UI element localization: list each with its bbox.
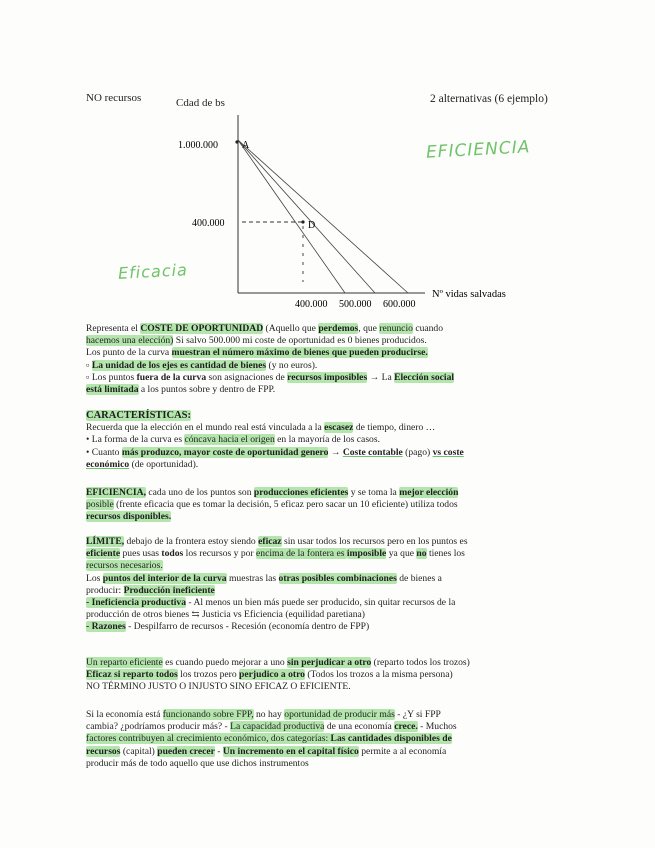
point-d-label: D	[308, 220, 316, 231]
point-a-marker	[235, 140, 238, 143]
paragraph-eficiencia: EFICIENCIA, cada uno de los puntos son producciones eficientes y se toma la mejor elección posible (frente eficacia que es tomar la decisión, 5 eficaz pero sacar un 10 eficiente) utiliza todos recursos disponibles.	[86, 487, 459, 523]
header-no-recursos: NO recursos	[86, 92, 142, 104]
header-cdad-de-bs: Cdad de bs	[176, 97, 225, 109]
x-tick-600000: 600.000	[383, 299, 416, 310]
paragraph-caracteristicas: CARACTERÍSTICAS: Recuerda que la elección en el mundo real está vinculada a la escasez de tiempo, dinero … • La forma de la curva es cóncava hacia el origen en la mayoría de los casos. • Cuanto más produzco, mayor coste de oportunidad genero → Coste contable (pago) vs coste económico (de oportunidad).	[86, 410, 464, 470]
handwritten-eficacia: Eficacia	[117, 260, 189, 283]
header-alternativas: 2 alternativas (6 ejemplo)	[430, 93, 548, 105]
ppf-line-3	[238, 140, 408, 293]
handwritten-eficiencia: EFICIENCIA	[425, 137, 531, 163]
paragraph-crecimiento: Si la economía está funcionando sobre FPP, no hay oportunidad de producir más - ¿Y si FPP cambia? ¿podríamos producir más? - La capacidad productiva de una economía crece. - Muchos factores contribuyen al crecimiento económico, dos categorías: Las cantidades disponibles de recursos (capital) pueden crecer - Un incremento en el capital físico permite a al economía producir más de todo aquello que use dichos instrumentos	[86, 709, 457, 769]
point-d-marker	[301, 220, 304, 223]
crossed-arrow-icon: ⇆	[191, 609, 202, 621]
y-tick-1000000: 1.000.000	[178, 140, 218, 151]
x-axis-label: Nº vidas salvadas	[432, 289, 506, 300]
paragraph-coste-oportunidad: Representa el COSTE DE OPORTUNIDAD (Aquello que perdemos, que renuncio cuando hacemos una elección) Si salvo 500.000 mi coste de oportunidad es 0 bienes producidos. Los punto de la curva muestran el número máximo de bienes que pueden producirse. ▫ La unidad de los ejes es cantidad de bienes (y no euros). ▫ Los puntos fuera de la curva son asignaciones de recursos imposibles → La Elección social está limitada a los puntos sobre y dentro de FPP.	[86, 323, 455, 396]
x-tick-500000: 500.000	[339, 299, 372, 310]
ppf-line-1	[238, 140, 345, 293]
ppf-line-2	[238, 140, 375, 293]
paragraph-reparto: Un reparto eficiente es cuando puedo mejorar a uno sin perjudicar a otro (reparto todos los trozos) Eficaz si reparto todos los trozos pero perjudico a otro (Todos los trozos a la misma persona) NO TÉRMINO JUSTO O INJUSTO SINO EFICAZ O EFICIENTE.	[86, 657, 470, 693]
point-a-label: A	[242, 140, 250, 151]
paragraph-limite: LÍMITE, debajo de la frontera estoy siendo eficaz sin usar todos los recursos pero en los puntos es eficiente pues usas todos los recursos y por encima de la fontera es imposible ya que no tienes los recursos necesarios. Los puntos del interior de la curva muestras las otras posibles combinaciones de bienes a producir: Producción ineficiente - Ineficiencia productiva - Al menos un bien más puede ser producido, sin quitar recursos de la producción de otros bienes ⇆ Justicia vs Eficiencia (equilidad paretiana) - Razones - Despilfarro de recursos - Recesión (economía dentro de FPP)	[86, 536, 468, 633]
ppf-graph	[0, 0, 655, 320]
x-tick-400000: 400.000	[295, 299, 328, 310]
y-tick-400000: 400.000	[192, 218, 225, 229]
